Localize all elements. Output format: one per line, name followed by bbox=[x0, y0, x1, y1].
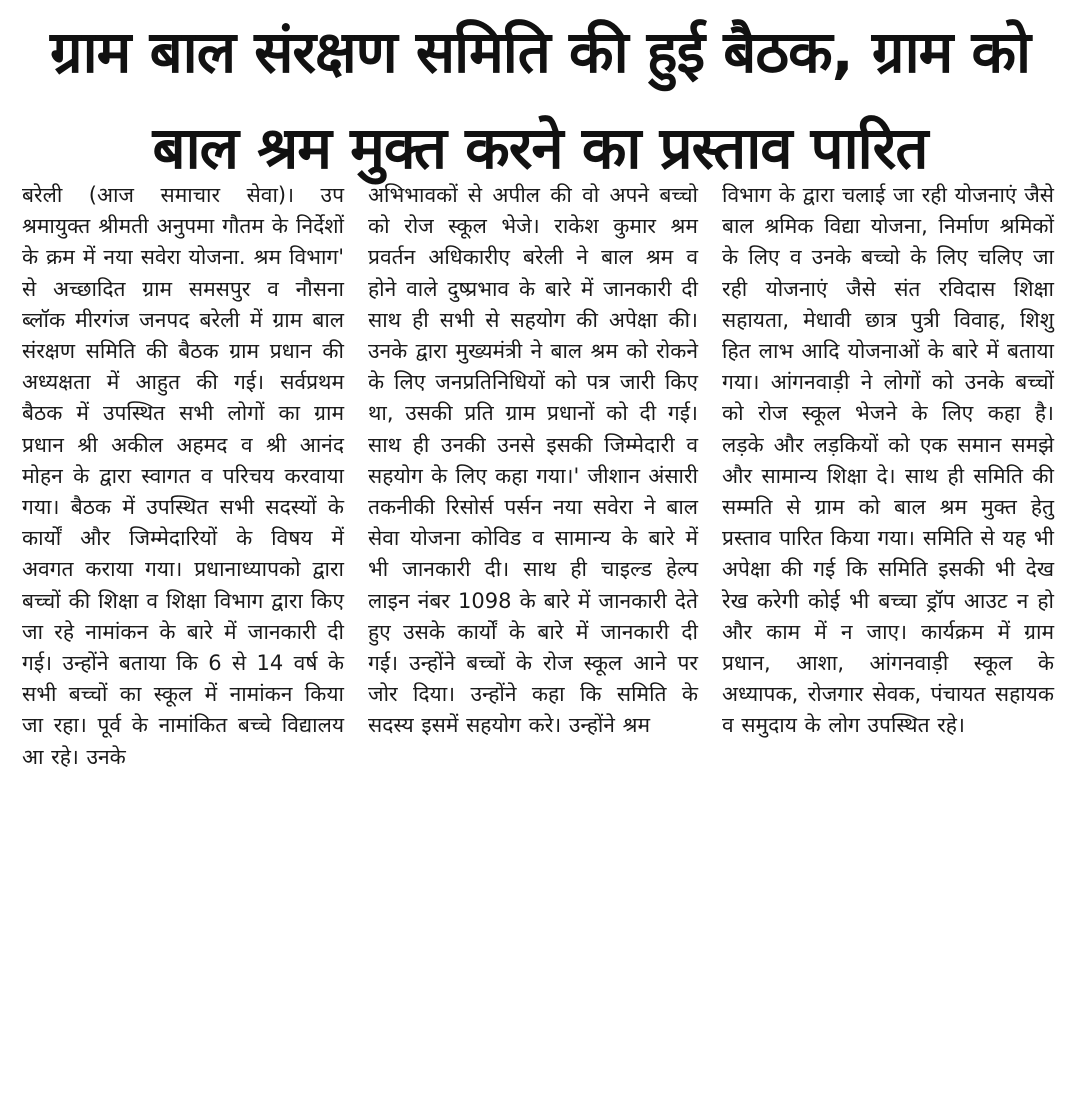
headline-line-2: बाल श्रम मुक्त करने का प्रस्ताव पारित bbox=[152, 114, 928, 182]
article-column-3: विभाग के द्वारा चलाई जा रही योजनाएं जैसे बाल श्रमिक विद्या योजना, निर्माण श्रमिकों के लिए व उनके बच्चो के लिए चलिए जा रही योजनाएं जैसे संत रविदास शिक्षा सहायता, मेधावी छात्र पुत्री विवाह, शिशु हित लाभ आदि योजनाओं के बारे में बताया गया। आंगनवाड़ी ने लोगों को उनके बच्चों को रोज स्कूल भेजने के लिए कहा है। लड़के और लड़कियों को एक समान समझे और सामान्य शिक्षा दे। साथ ही समिति की सम्मति से ग्राम को बाल श्रम मुक्त हेतु प्रस्ताव पारित किया गया। समिति से यह भी अपेक्षा की गई कि समिति इसकी भी देख रेख करेगी कोई भी बच्चा ड्रॉप आउट न हो और काम में न जाए। कार्यक्रम में ग्राम प्रधान, आशा, आंगनवाड़ी स्कूल के अध्यापक, रोजगार सेवक, पंचायत सहायक व समुदाय के लोग उपस्थित रहे। bbox=[722, 183, 1054, 738]
article-column-1: बरेली (आज समाचार सेवा)। उप श्रमायुक्त श्रीमती अनुपमा गौतम के निर्देशों के क्रम में नया सवेरा योजना. श्रम विभाग' से अच्छादित ग्राम समसपुर व नौसना ब्लॉक मीरगंज जनपद बरेली में ग्राम बाल संरक्षण समिति की बैठक ग्राम प्रधान की अध्यक्षता में आहुत की गई। सर्वप्रथम बैठक में उपस्थित सभी लोगों का ग्राम प्रधान श्री अकील अहमद व श्री आनंद मोहन के द्वारा स्वागत व परिचय करवाया गया। बैठक में उपस्थित सभी सदस्यों के कार्यों और जिम्मेदारियों के विषय में अवगत कराया गया। प्रधानाध्यापको द्वारा बच्चों की शिक्षा व शिक्षा विभाग द्वारा किए जा रहे नामांकन के बारे में जानकारी दी गई। उन्होंने बताया कि 6 से 14 वर्ष के सभी बच्चों का स्कूल में नामांकन किया जा रहा। पूर्व के नामांकित बच्चे विद्यालय आ रहे। उनके bbox=[22, 183, 344, 769]
headline-line-1: ग्राम बाल संरक्षण समिति की हुई बैठक, ग्राम को bbox=[49, 18, 1031, 86]
article-column-2: अभिभावकों से अपील की वो अपने बच्चो को रोज स्कूल भेजे। राकेश कुमार श्रम प्रवर्तन अधिकारीए बरेली ने बाल श्रम व होने वाले दुष्प्रभाव के बारे में जानकारी दी साथ ही सभी से सहयोग की अपेक्षा की। उनके द्वारा मुख्यमंत्री ने बाल श्रम को रोकने के लिए जनप्रतिनिधियों को पत्र जारी किए था, उसकी प्रति ग्राम प्रधानों को दी गई। साथ ही उनकी उनसे इसकी जिम्मेदारी व सहयोग के लिए कहा गया।' जीशान अंसारी तकनीकी रिसोर्स पर्सन नया सवेरा ने बाल सेवा योजना कोविड व सामान्य के बारे में भी जानकारी दी। साथ ही चाइल्ड हेल्प लाइन नंबर 1098 के बारे में जानकारी देते हुए उसके कार्यों के बारे में जानकारी दी गई। उन्होंने बच्चों के रोज स्कूल आने पर जोर दिया। उन्होंने कहा कि समिति के सदस्य इसमें सहयोग करे। उन्होंने श्रम bbox=[368, 183, 698, 738]
